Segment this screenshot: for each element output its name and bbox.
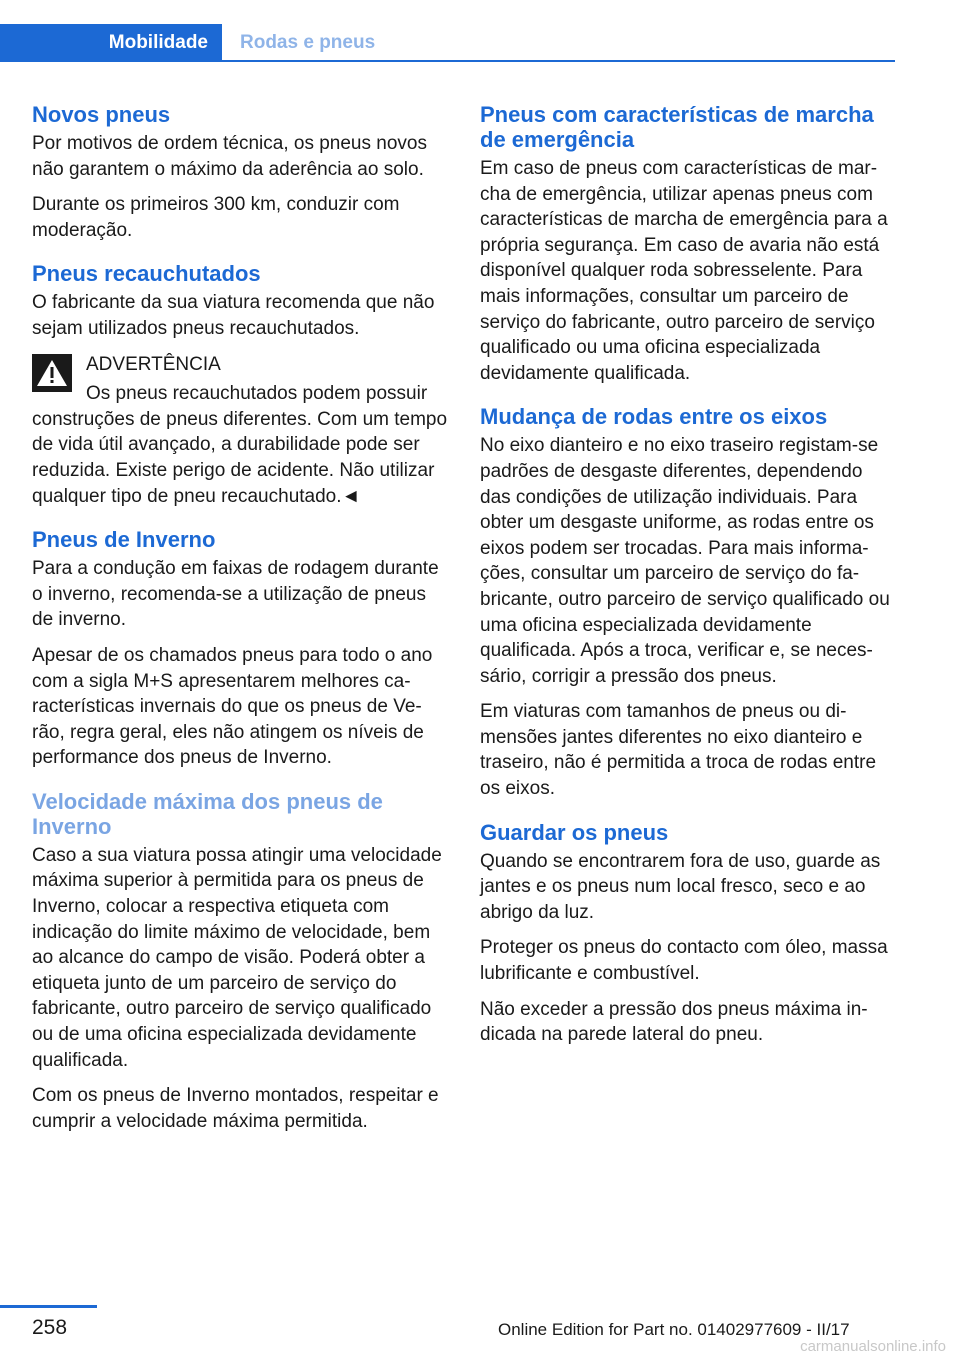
right-column	[480, 102, 896, 1066]
chapter-tab-mobilidade: Mobilidade	[0, 24, 222, 62]
paragraph: Não exceder a pressão dos pneus máxima indicada na parede lateral do pneu.	[480, 998, 868, 1046]
section-guardar-pneus	[480, 820, 896, 1048]
section-marcha-emergencia	[480, 102, 896, 386]
footer-rule	[0, 1305, 97, 1308]
paragraph: Apesar de os chamados pneus para todo o ano com a sigla M+S apresentarem melhores características invernais do que os pneus de Verão, regra geral, eles não atingem os níveis de performance dos pneus de Inverno.	[32, 644, 433, 769]
heading-guardar-pneus: Guardar os pneus	[480, 819, 669, 845]
section-pneus-de-inverno	[32, 527, 448, 771]
heading-pneus-de-inverno: Pneus de Inverno	[32, 527, 216, 553]
heading-velocidade-maxima: Velocidade máxima dos pneus de Inverno	[32, 788, 383, 839]
paragraph: Durante os primeiros 300 km, conduzir com moderação.	[32, 194, 400, 241]
paragraph: Quando se encontrarem fora de uso, guarde as jantes e os pneus num local fresco, seco e ao abrigo da luz.	[480, 850, 881, 923]
warning-text: Os pneus recauchutados podem possuir construções de pneus diferentes. Com um tempo de vida útil avançado, a durabilidade pode ser reduzida. Existe perigo de acidente. Não utilizar qualquer tipo de pneu recauchutado.◄	[32, 383, 448, 507]
heading-marcha-emergencia: Pneus com características de marcha de emergência	[480, 102, 874, 152]
warning-title: ADVERTÊNCIA	[86, 353, 221, 375]
warning-box	[32, 352, 448, 510]
paragraph: No eixo dianteiro e no eixo traseiro registam-se padrões de desgaste diferentes, dependendo das condições de utilização individuais. Para obter um desgaste uniforme, as rodas entre os eixos podem ser trocadas. Para mais informações, consultar um parceiro de serviço do fabricante, outro parceiro de serviço qualificado ou uma oficina especializada devidamente qualificada. Após a troca, verificar e, se necessário, corrigir a pressão dos pneus.	[480, 435, 890, 687]
watermark: carmanualsonline.info	[800, 1338, 946, 1355]
header-rule	[0, 60, 895, 62]
heading-mudanca-rodas: Mudança de rodas entre os eixos	[480, 404, 828, 430]
section-tab-rodas-e-pneus: Rodas e pneus	[240, 32, 376, 53]
section-novos-pneus	[32, 102, 448, 243]
paragraph: Em viaturas com tamanhos de pneus ou dimensões jantes diferentes no eixo dianteiro e traseiro, não é permitida a troca de rodas entre os eixos.	[480, 701, 877, 800]
paragraph: Por motivos de ordem técnica, os pneus novos não garantem o máximo da aderência ao solo.	[32, 133, 427, 180]
paragraph: Proteger os pneus do contacto com óleo, massa lubrificante e combustível.	[480, 937, 888, 985]
section-mudanca-rodas	[480, 404, 896, 801]
left-column	[32, 102, 448, 1152]
warning-triangle-icon	[32, 354, 72, 392]
paragraph: Com os pneus de Inverno montados, respeitar e cumprir a velocidade máxima permitida.	[32, 1085, 439, 1132]
edition-note: Online Edition for Part no. 01402977609 - II/17	[498, 1320, 850, 1339]
paragraph: O fabricante da sua viatura recomenda que não sejam utilizados pneus recauchutados.	[32, 292, 435, 339]
paragraph: Em caso de pneus com características de marcha de emergência, utilizar apenas pneus com características de marcha de emergência para a própria segurança. Em caso de avaria não está disponível qualquer roda sobresselente. Para mais informações, consultar um parceiro de serviço do fabricante, outro parceiro de serviço qualificado ou uma oficina especializada devidamente qualificada.	[480, 158, 888, 384]
heading-novos-pneus: Novos pneus	[32, 102, 171, 127]
paragraph: Caso a sua viatura possa atingir uma velocidade máxima superior à permitida para os pneus de Inverno, colocar a respectiva etiqueta com indicação do limite máximo de velocidade, bem ao alcance do campo de visão. Poderá obter a etiqueta junto de um parceiro de serviço do fabricante, outro parceiro de serviço qualificado ou de uma oficina especializada devidamente qualificada.	[32, 844, 442, 1071]
heading-pneus-recauchutados: Pneus recauchutados	[32, 261, 261, 287]
section-pneus-recauchutados	[32, 261, 448, 509]
paragraph: Para a condução em faixas de rodagem durante o inverno, recomenda-se a utilização de pneus de inverno.	[32, 558, 439, 631]
section-velocidade-maxima	[32, 789, 448, 1135]
page-number: 258	[32, 1316, 68, 1339]
